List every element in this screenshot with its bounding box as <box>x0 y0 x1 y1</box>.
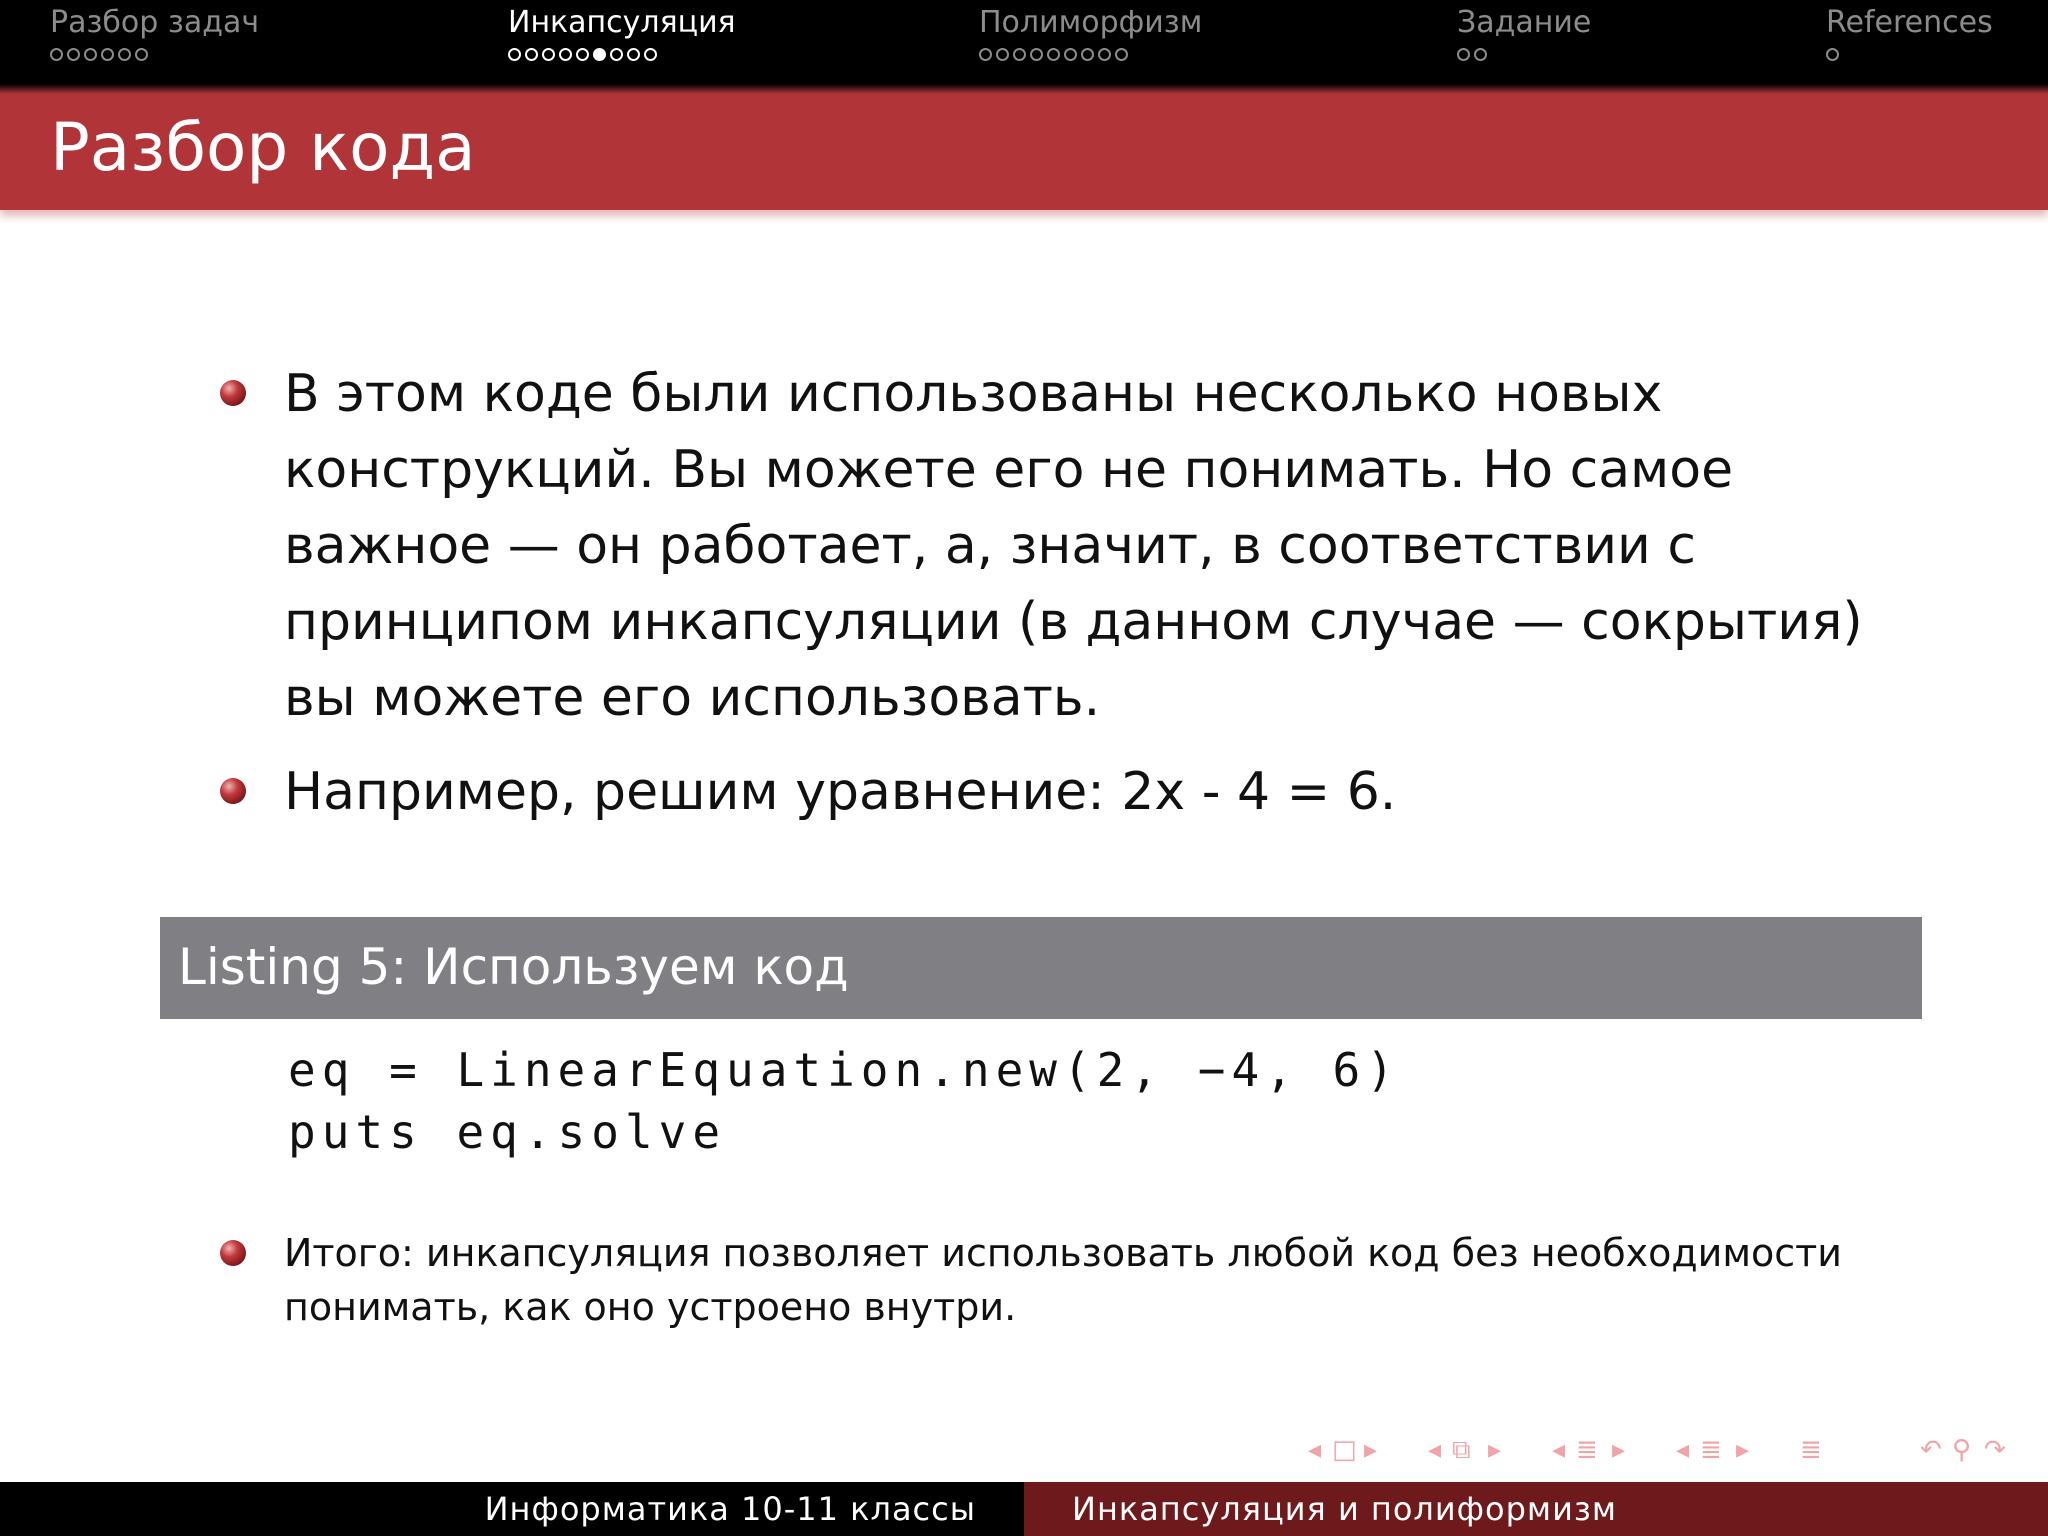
nav-progress-dots <box>508 48 736 61</box>
frame-dot[interactable] <box>118 48 131 61</box>
bullet-ball-icon <box>220 1240 246 1266</box>
subsection-icon[interactable]: ≣ <box>1576 1435 1598 1465</box>
slide-next-icon[interactable]: ▸ <box>1364 1435 1378 1465</box>
slide-icon[interactable]: □ <box>1332 1435 1357 1465</box>
bullet-line: Итого: инкапсуляция позволяет использовать любой код без необходимости <box>284 1231 1842 1275</box>
frame-dot[interactable] <box>1098 48 1111 61</box>
bullet-line: В этом коде были использованы несколько новых <box>284 364 1663 424</box>
frame-dot[interactable] <box>576 48 589 61</box>
frame-dot[interactable] <box>508 48 521 61</box>
frame-dot[interactable] <box>996 48 1009 61</box>
nav-section-razbor-zadach[interactable] <box>50 4 259 61</box>
frame-dot[interactable] <box>1115 48 1128 61</box>
bullet-text <box>284 754 1396 830</box>
frame-next-icon[interactable]: ▸ <box>1488 1435 1502 1465</box>
frame-dot[interactable] <box>84 48 97 61</box>
frame-dot[interactable] <box>1457 48 1470 61</box>
frame-dot[interactable] <box>1064 48 1077 61</box>
nav-progress-dots <box>979 48 1202 61</box>
frame-dot[interactable] <box>1081 48 1094 61</box>
footer-title-text: Инкапсуляция и полиформизм <box>1072 1490 1618 1528</box>
section-prev-icon[interactable]: ◂ <box>1676 1435 1690 1465</box>
section-icon[interactable]: ≣ <box>1700 1435 1722 1465</box>
back-icon[interactable]: ↶ <box>1920 1435 1942 1465</box>
footer-title <box>1024 1482 2048 1536</box>
frame-dot[interactable] <box>101 48 114 61</box>
listing-header <box>160 917 1922 1019</box>
footer-course-text: Информатика 10-11 классы <box>484 1490 976 1528</box>
frame-title-bar <box>0 90 2048 210</box>
subsection-prev-icon[interactable]: ◂ <box>1552 1435 1566 1465</box>
nav-section-title: Инкапсуляция <box>508 5 736 40</box>
nav-section-references[interactable] <box>1826 4 1993 61</box>
frame-dot[interactable] <box>1826 48 1839 61</box>
nav-section-title: Полиморфизм <box>979 5 1203 40</box>
footer-course <box>0 1482 1024 1536</box>
search-icon[interactable]: ⚲ <box>1952 1435 1972 1465</box>
frame-dot[interactable] <box>542 48 555 61</box>
forward-icon[interactable]: ↷ <box>1984 1435 2006 1465</box>
frame-icon[interactable]: ⧉ <box>1452 1435 1471 1465</box>
code-line: eq = LinearEquation.new(2, −4, 6) <box>288 1043 1400 1097</box>
bullet-line: важное — он работает, а, значит, в соответствии с <box>284 516 1696 576</box>
footline <box>0 1482 2048 1536</box>
bullet-ball-icon <box>220 380 246 406</box>
listing-title: Listing 5: Используем код <box>178 938 849 996</box>
subsection-next-icon[interactable]: ▸ <box>1612 1435 1626 1465</box>
frame-dot[interactable] <box>979 48 992 61</box>
bullet-text <box>284 356 1863 736</box>
nav-progress-dots <box>1826 48 1993 61</box>
bullet-line: конструкций. Вы можете его не понимать. Но самое <box>284 440 1734 500</box>
section-next-icon[interactable]: ▸ <box>1736 1435 1750 1465</box>
frame-dot[interactable] <box>135 48 148 61</box>
frame-prev-icon[interactable]: ◂ <box>1428 1435 1442 1465</box>
frame-dot[interactable] <box>1047 48 1060 61</box>
current-frame-dot[interactable] <box>593 48 606 61</box>
frame-dot[interactable] <box>644 48 657 61</box>
nav-progress-dots <box>50 48 259 61</box>
frame-dot[interactable] <box>1474 48 1487 61</box>
code-line: puts eq.solve <box>288 1105 727 1159</box>
nav-section-title: References <box>1826 5 1993 40</box>
frame-dot[interactable] <box>67 48 80 61</box>
bullet-text <box>284 1226 1842 1334</box>
frame-dot[interactable] <box>50 48 63 61</box>
frame-dot[interactable] <box>559 48 572 61</box>
beamer-navigation-symbols <box>1300 1430 2040 1470</box>
frame-dot[interactable] <box>1030 48 1043 61</box>
nav-section-zadanie[interactable] <box>1457 4 1591 61</box>
nav-progress-dots <box>1457 48 1591 61</box>
nav-section-polimorfizm[interactable] <box>979 4 1202 61</box>
bullet-line: понимать, как оно устроено внутри. <box>284 1285 1017 1329</box>
nav-section-title: Разбор задач <box>50 5 260 40</box>
bullet-line: принципом инкапсуляции (в данном случае — сокрытия) <box>284 592 1863 652</box>
frame-dot[interactable] <box>525 48 538 61</box>
nav-section-title: Задание <box>1457 5 1592 40</box>
section-navigation <box>0 0 2048 90</box>
bullet-ball-icon <box>220 778 246 804</box>
slide-prev-icon[interactable]: ◂ <box>1308 1435 1322 1465</box>
document-icon[interactable]: ≣ <box>1800 1435 1822 1465</box>
nav-section-inkapsulyatsiya[interactable] <box>508 4 736 61</box>
frame-dot[interactable] <box>610 48 623 61</box>
bullet-line: Например, решим уравнение: 2x - 4 = 6. <box>284 762 1397 822</box>
frame-dot[interactable] <box>627 48 640 61</box>
frame-dot[interactable] <box>1013 48 1026 61</box>
frame-title: Разбор кода <box>50 109 476 186</box>
bullet-line: вы можете его использовать. <box>284 668 1101 728</box>
